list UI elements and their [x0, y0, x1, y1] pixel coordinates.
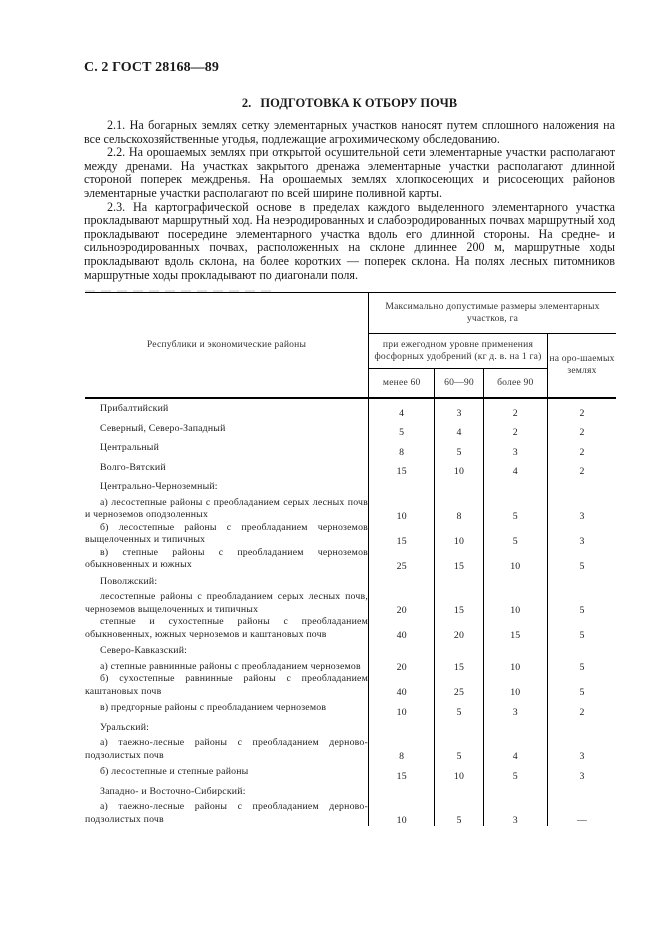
section-title-text: ПОДГОТОВКА К ОТБОРУ ПОЧВ [260, 96, 458, 110]
region-name [85, 591, 369, 616]
table-row [85, 801, 616, 826]
value-irrigated: 5 [579, 662, 585, 673]
region-name-text: степные и сухостепные районы с преобладанием обыкновенных, южных черноземов и каштановых почв [85, 616, 368, 640]
value-less-60 [369, 477, 435, 497]
value-more-90: 5 [483, 497, 547, 522]
region-name [85, 616, 369, 641]
value-60-90 [435, 641, 483, 661]
region-name [85, 497, 369, 522]
table-row [85, 419, 616, 439]
value-more-90: 10 [483, 673, 547, 698]
value-irrigated: 5 [579, 687, 585, 698]
value-irrigated: 3 [579, 770, 585, 782]
region-group-label [85, 718, 369, 738]
value-irrigated: 2 [579, 407, 585, 419]
value-less-60: 40 [369, 673, 435, 698]
value-60-90 [435, 718, 483, 738]
value-more-90 [483, 477, 547, 497]
value-60-90: 10 [435, 762, 483, 782]
value-more-90: 3 [483, 801, 547, 826]
value-60-90: 10 [435, 458, 483, 478]
region-name [85, 522, 369, 547]
value-less-60: 15 [369, 522, 435, 547]
region-name [85, 661, 369, 674]
region-group-label [85, 782, 369, 802]
value-more-90 [483, 782, 547, 802]
header-irrigated [548, 334, 617, 399]
region-name-text: Уральский: [100, 721, 150, 733]
value-more-90: 3 [483, 698, 547, 718]
region-name [85, 673, 369, 698]
plot-size-table [85, 292, 616, 826]
header-max-sizes: Максимально допустимые размеры элементарных участков, га [369, 293, 617, 334]
table-row [85, 762, 616, 782]
region-name [85, 438, 369, 458]
value-irrigated: 5 [579, 630, 585, 641]
value-less-60: 15 [369, 762, 435, 782]
value-less-60: 4 [369, 398, 435, 419]
paragraph-2-2: 2.2. На орошаемых землях при открытой осушительной сети элементарные участки располагают между дренами. На участках закрытого дренажа элементарные участки располагают длинной стороной поперек междренья. На орошаемых землях хлопкосеющих и рисосеющих районов элементарные участки располагают по всей ширине поливной карты. [84, 145, 615, 200]
header-less-60: менее 60 [369, 369, 435, 399]
value-60-90: 5 [435, 698, 483, 718]
region-group-label [85, 641, 369, 661]
value-less-60 [369, 718, 435, 738]
region-name-text: Центрально-Черноземный: [100, 481, 218, 492]
table-row [85, 522, 616, 547]
header-fertilizer: при ежегодном уровне применения фосфорных удобрений (кг д. в. на 1 га) [369, 334, 548, 369]
value-60-90: 20 [435, 616, 483, 641]
value-less-60: 10 [369, 497, 435, 522]
region-name-text: а) лесостепные районы с преобладанием серых лесных почв и черноземов оподзоленных [85, 496, 368, 520]
value-60-90: 3 [435, 398, 483, 419]
table-row [85, 737, 616, 762]
value-more-90 [483, 572, 547, 592]
value-irrigated: 2 [579, 446, 585, 458]
table-row [85, 591, 616, 616]
value-more-90 [483, 641, 547, 661]
region-name-text: а) таежно-лесные районы с преобладанием дерново-подзолистых почв [85, 737, 368, 761]
region-group-label [85, 477, 369, 497]
region-name [85, 547, 369, 572]
region-name-text: Поволжский: [100, 575, 158, 587]
value-60-90 [435, 782, 483, 802]
value-irrigated: 3 [579, 510, 585, 522]
page-header: С. 2 ГОСТ 28168—89 [84, 60, 219, 75]
table-row [85, 572, 616, 592]
header-irrigated-text: на оро-шаемых землях [549, 352, 615, 376]
table-row [85, 438, 616, 458]
value-60-90: 15 [435, 591, 483, 616]
table-row [85, 782, 616, 802]
value-less-60 [369, 641, 435, 661]
value-irrigated: 2 [579, 427, 585, 438]
table-body [85, 398, 616, 826]
table-row [85, 477, 616, 497]
value-60-90: 15 [435, 547, 483, 572]
value-less-60: 10 [369, 698, 435, 718]
value-more-90: 2 [483, 398, 547, 419]
value-less-60: 5 [369, 419, 435, 439]
region-name-text: а) степные равнинные районы с преобладанием черноземов [100, 660, 361, 672]
table-row [85, 616, 616, 641]
value-60-90 [435, 572, 483, 592]
region-name-text: в) предгорные районы с преобладанием черноземов [100, 702, 327, 713]
region-name-text: а) таежно-лесные районы с преобладанием дерново-подзолистых почв [85, 801, 368, 825]
table-row [85, 497, 616, 522]
value-irrigated: 3 [579, 751, 585, 762]
value-60-90: 5 [435, 737, 483, 762]
value-irrigated [548, 782, 617, 802]
value-less-60: 8 [369, 737, 435, 762]
value-irrigated: 2 [579, 466, 585, 477]
value-60-90 [435, 477, 483, 497]
value-less-60: 20 [369, 591, 435, 616]
table-row [85, 673, 616, 698]
paragraph-2-1: 2.1. На богарных землях сетку элементарных участков наносят путем сплошного наложения на все сельскохозяйственные угодья, подлежащие агрохимическому обследованию. [84, 118, 615, 146]
value-irrigated [548, 477, 617, 497]
value-more-90: 10 [483, 547, 547, 572]
region-name-text: б) лесостепные районы с преобладанием черноземов выщелоченных и типичных [85, 521, 368, 545]
region-name-text: Западно- и Восточно-Сибирский: [100, 785, 246, 797]
value-less-60: 40 [369, 616, 435, 641]
table-row [85, 698, 616, 718]
value-60-90: 5 [435, 801, 483, 826]
value-less-60: 25 [369, 547, 435, 572]
value-irrigated: 2 [579, 706, 585, 718]
region-name [85, 737, 369, 762]
value-60-90: 10 [435, 522, 483, 547]
value-60-90: 5 [435, 438, 483, 458]
value-more-90: 5 [483, 522, 547, 547]
region-group-label [85, 572, 369, 592]
value-60-90: 25 [435, 673, 483, 698]
table-row [85, 641, 616, 661]
region-name [85, 419, 369, 439]
value-more-90: 15 [483, 616, 547, 641]
value-less-60 [369, 782, 435, 802]
value-more-90: 3 [483, 438, 547, 458]
region-name-text: лесостепные районы с преобладанием серых лесных почв, черноземов выщелоченных и типичных [85, 591, 368, 615]
region-name [85, 762, 369, 782]
value-irrigated [548, 641, 617, 661]
value-less-60 [369, 572, 435, 592]
section-title [84, 96, 615, 111]
table-row [85, 547, 616, 572]
region-name-text: Северный, Северо-Западный [100, 422, 226, 434]
table-row [85, 458, 616, 478]
region-name-text: Северо-Кавказский: [100, 645, 188, 656]
region-name [85, 801, 369, 826]
value-more-90: 10 [483, 661, 547, 674]
header-more-90: более 90 [483, 369, 547, 399]
value-irrigated [548, 718, 617, 738]
region-name [85, 458, 369, 478]
value-less-60: 10 [369, 801, 435, 826]
value-irrigated: 3 [579, 535, 585, 547]
value-less-60: 20 [369, 661, 435, 674]
region-name [85, 398, 369, 419]
value-irrigated [548, 572, 617, 592]
table-row [85, 718, 616, 738]
header-region: Республики и экономические районы [85, 293, 369, 399]
table-row [85, 661, 616, 674]
value-more-90: 4 [483, 458, 547, 478]
value-more-90: 4 [483, 737, 547, 762]
value-60-90: 4 [435, 419, 483, 439]
region-name-text: б) сухостепные равнинные районы с преобладанием каштановых почв [85, 673, 368, 697]
value-60-90: 8 [435, 497, 483, 522]
header-60-90: 60—90 [435, 369, 483, 399]
region-name-text: Прибалтийский [100, 403, 169, 414]
value-more-90: 5 [483, 762, 547, 782]
value-60-90: 15 [435, 661, 483, 674]
value-irrigated: 5 [579, 560, 585, 572]
paragraph-2-3: 2.3. На картографической основе в пределах каждого выделенного элементарного участка прокладывают маршрутный ход. На неэродированных и слабоэродированных почвах маршрутный ход прокладывают посередине элементарного участка вдоль его длинной стороны. На средне- и сильноэродированных почвах, расположенных на склоне длиннее 200 м, маршрутные ходы прокладывают вдоль склона, на более коротких — поперек склона. На полях лесных питомников маршрутные ходы прокладывают по диагонали поля. [84, 199, 615, 282]
body-text [84, 119, 615, 282]
region-name-text: в) степные районы с преобладанием черноземов обыкновенных и южных [85, 546, 368, 570]
region-name-text: Волго-Вятский [100, 461, 166, 473]
value-less-60: 8 [369, 438, 435, 458]
region-name-text: Центральный [100, 442, 160, 453]
value-more-90: 10 [483, 591, 547, 616]
value-more-90 [483, 718, 547, 738]
value-less-60: 15 [369, 458, 435, 478]
region-name-text: б) лесостепные и степные районы [100, 766, 249, 777]
value-irrigated: — [577, 815, 587, 826]
value-more-90: 2 [483, 419, 547, 439]
section-number: 2. [241, 96, 252, 110]
table-row [85, 398, 616, 419]
value-irrigated: 5 [579, 605, 585, 616]
region-name [85, 698, 369, 718]
